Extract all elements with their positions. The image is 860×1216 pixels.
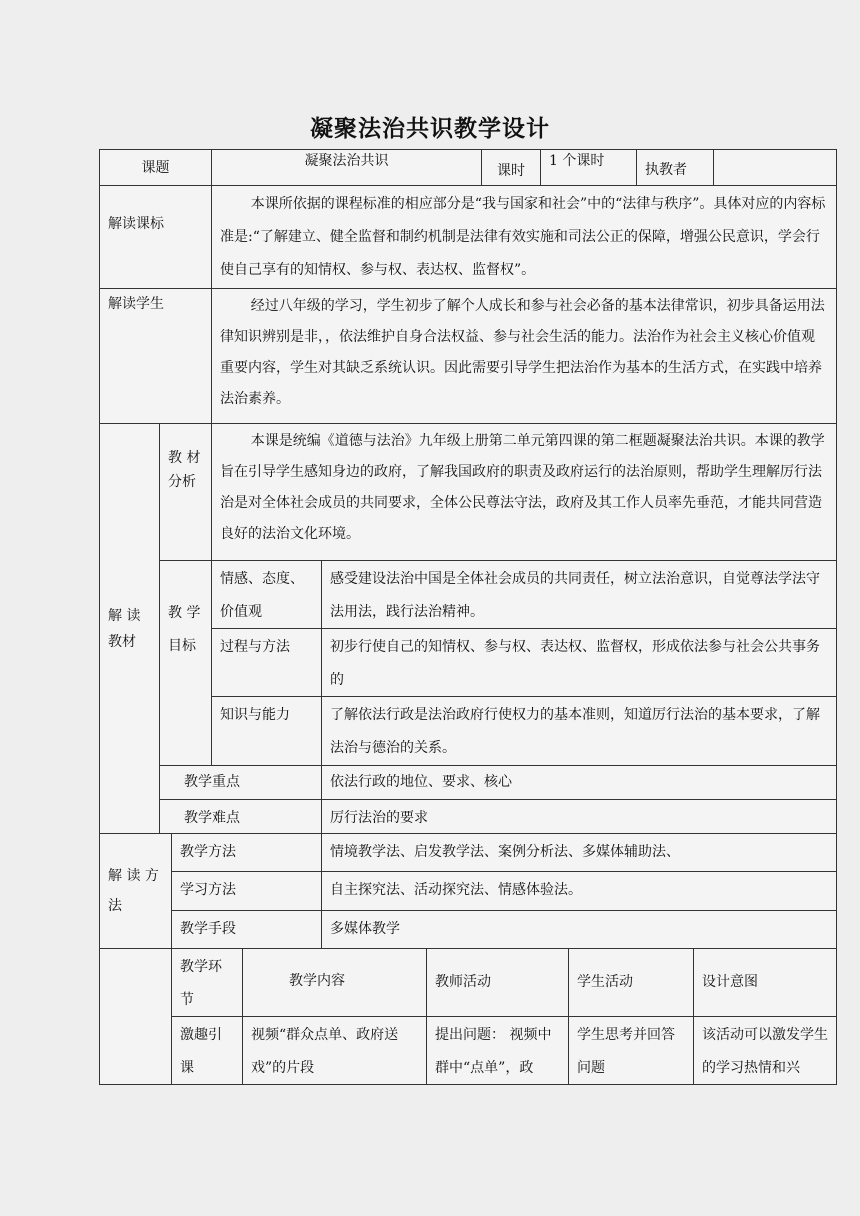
methods-label: 解 读 方法 <box>99 833 172 949</box>
curriculum-label: 解读课标 <box>99 185 212 289</box>
topic-value: 凝聚法治共识 <box>211 149 482 186</box>
difficulty-label: 教学难点 <box>159 799 322 834</box>
difficulty-text: 厉行法治的要求 <box>321 799 837 834</box>
analysis-text: 本课是统编《道德与法治》九年级上册第二单元第四课的第二框题凝聚法治共识。本课的教学旨在引导学生感知身边的政府，了解我国政府的职责及政府运行的法治原则，帮助学生理解厉行法治是对全体社会成员的共同要求，全体公民尊法守法，政府及其工作人员率先垂范，才能共同营造良好的法治文化环境。 <box>211 423 837 561</box>
goal-label-3: 知识与能力 <box>211 696 322 766</box>
students-label: 解读学生 <box>99 288 212 424</box>
process-blank <box>99 948 172 1085</box>
method-text-3: 多媒体教学 <box>321 910 837 949</box>
process-row-content: 视频“群众点单、政府送戏”的片段 <box>242 1016 427 1085</box>
teacher-value <box>713 149 837 186</box>
teacher-label: 执教者 <box>636 149 714 186</box>
process-header-content: 教学内容 <box>242 948 427 1017</box>
process-row-student: 学生思考并回答问题 <box>568 1016 694 1085</box>
hours-value: 1 个课时 <box>540 149 637 186</box>
goal-text-2: 初步行使自己的知情权、参与权、表达权、监督权，形成依法参与社会公共事务的 <box>321 628 837 697</box>
students-text: 经过八年级的学习，学生初步了解个人成长和参与社会必备的基本法律常识，初步具备运用法律知识辨别是非，，依法维护自身合法权益、参与社会生活的能力。法治作为社会主义核心价值观重要内容，学生对其缺乏系统认识。因此需要引导学生把法治作为基本的生活方式，在实践中培养法治素养。 <box>211 288 837 424</box>
method-text-1: 情境教学法、启发教学法、案例分析法、多媒体辅助法、 <box>321 833 837 872</box>
goals-label: 教 学 目标 <box>159 560 212 766</box>
key-text: 依法行政的地位、要求、核心 <box>321 765 837 800</box>
process-header-intent: 设计意图 <box>693 948 837 1017</box>
goal-label-2: 过程与方法 <box>211 628 322 697</box>
method-label-2: 学习方法 <box>171 871 322 911</box>
topic-label: 课题 <box>99 149 212 186</box>
process-row-teacher: 提出问题： 视频中群中“点单”，政 <box>426 1016 569 1085</box>
textbook-label: 解 读 教材 <box>99 423 160 834</box>
process-row-stage: 激趣引课 <box>171 1016 243 1085</box>
analysis-label: 教 材 分析 <box>159 423 212 561</box>
process-header-student: 学生活动 <box>568 948 694 1017</box>
curriculum-text: 本课所依据的课程标准的相应部分是“我与国家和社会”中的“法律与秩序”。具体对应的内容标准是:“了解建立、健全监督和制约机制是法律有效实施和司法公正的保障，增强公民意识，学会行使自己享有的知情权、参与权、表达权、监督权”。 <box>211 185 837 289</box>
process-header-stage: 教学环节 <box>171 948 243 1017</box>
process-header-teacher: 教师活动 <box>426 948 569 1017</box>
goal-text-3: 了解依法行政是法治政府行使权力的基本准则，知道厉行法治的基本要求，了解法治与德治的关系。 <box>321 696 837 766</box>
method-label-3: 教学手段 <box>171 910 322 949</box>
goal-label-1: 情感、态度、价值观 <box>211 560 322 629</box>
hours-label: 课时 <box>481 149 541 186</box>
process-row-intent: 该活动可以激发学生的学习热情和兴 <box>693 1016 837 1085</box>
method-text-2: 自主探究法、活动探究法、情感体验法。 <box>321 871 837 911</box>
method-label-1: 教学方法 <box>171 833 322 872</box>
key-label: 教学重点 <box>159 765 322 800</box>
document-title: 凝聚法治共识教学设计 <box>310 116 550 142</box>
goal-text-1: 感受建设法治中国是全体社会成员的共同责任，树立法治意识，自觉尊法学法守法用法，践行法治精神。 <box>321 560 837 629</box>
